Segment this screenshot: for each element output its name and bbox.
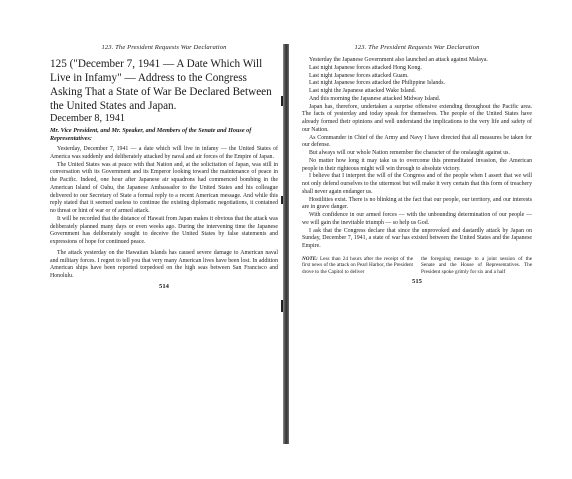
body-paragraph: Yesterday the Japanese Government also launched an attack against Malaya. (309, 57, 488, 63)
body-paragraph: It will be recorded that the distance of Hawaii from Japan makes it obvious that the attack was deliberately planned many days or even weeks ago. During the intervening time the Japanese Government has deliberately sought to deceive the United States by false statements and expressions of hope for continued peace. (50, 215, 278, 245)
body-paragraph: As Commander in Chief of the Army and Navy I have directed that all measures be taken for our defense. (302, 134, 532, 149)
body-paragraph: The attack yesterday on the Hawaiian Islands has caused severe damage to American naval and military forces. I regret to tell you that very many American lives have been lost. In addition American ships have been reported torpedoed on the high seas between San Francisco and Honolulu. (50, 249, 278, 279)
body-paragraph: I believe that I interpret the will of the Congress and of the people when I assert that we will not only defend ourselves to the uttermost but will make it very certain that this form of treachery shall never again endanger us. (302, 173, 532, 195)
note-text: the foregoing message to a joint session of the Senate and the House of Representatives. The President spoke grimly for six and a half (421, 255, 532, 275)
footnote-right-column (421, 256, 532, 276)
body-paragraph: With confidence in our armed forces — with the unbounding determination of our people — we will gain the inevitable triumph — so help us God. (302, 212, 532, 226)
list-line: And this morning the Japanese attacked Midway Island. (309, 95, 441, 102)
right-page (302, 44, 532, 285)
list-line: Last night Japanese forces attacked Guam. (309, 72, 409, 79)
body-paragraph: The United States was at peace with that Nation and, at the solicitation of Japan, was still in conversation with its Government and its Emperor looking toward the maintenance of peace in the Pacific. Indeed, one hour after Japanese air squadrons had commenced bombing in the American Island of Oahu, the Japanese Ambassador to the United States and his colleague delivered to our Secretary of State a formal reply to a recent American message. And while this reply stated that it seemed useless to continue the existing diplomatic negotiations, it contained no threat or hint of war or of armed attack. (50, 161, 278, 214)
body-paragraph: I ask that the Congress declare that since the unprovoked and dastardly attack by Japan on Sunday, December 7, 1941, a state of war has existed between the United States and the Japanese Empire. (302, 227, 532, 249)
page-number: 515 (412, 277, 422, 285)
footnote-left-column (302, 256, 413, 276)
running-head: 123. The President Requests War Declaration (101, 44, 227, 51)
gutter-mark (281, 300, 283, 312)
gutter-mark (281, 196, 283, 204)
document-title: 125 ("December 7, 1941 — A Date Which Will Live in Infamy" — Address to the Congress Asking That a State of War Be Declared Between the United States and Japan. (50, 58, 272, 112)
list-line: Last night the Japanese attacked Wake Island. (309, 88, 417, 94)
body-paragraph: No matter how long it may take us to overcome this premeditated invasion, the American people in their righteous might will win through to absolute victory. (302, 157, 532, 172)
left-page (50, 44, 278, 290)
body-paragraph: Hostilities exist. There is no blinking at the fact that our people, our territory, and our interests are in grave danger. (302, 196, 532, 211)
note-label: NOTE: (302, 255, 318, 262)
gutter-mark (281, 96, 283, 106)
note-text: Less than 24 hours after the receipt of the first news of the attack on Pearl Harbor, the President drove to the Capitol to deliver (302, 255, 414, 275)
book-gutter (283, 44, 289, 444)
list-line: Last night Japanese forces attacked the Philippine Islands. (309, 80, 445, 87)
body-paragraph: But always will our whole Nation remember the character of the onslaught against us. (309, 150, 510, 156)
page-number: 514 (159, 282, 169, 290)
document-date: December 8, 1941 (50, 113, 125, 124)
body-paragraph: Yesterday, December 7, 1941 — a date which will live in infamy — the United States of America was suddenly and deliberately attacked by naval and air forces of the Empire of Japan. (50, 146, 278, 160)
body-paragraph: Japan has, therefore, undertaken a surprise offensive extending throughout the Pacific area. The facts of yesterday and today speak for themselves. The people of the United States have already formed their opinions and well understand the implications to the very life and safety of our Nation. (302, 103, 532, 133)
list-line: Last night Japanese forces attacked Hong Kong. (309, 64, 422, 71)
running-head: 123. The President Requests War Declaration (354, 44, 480, 51)
footnote (302, 256, 532, 276)
salutation: Mr. Vice President, and Mr. Speaker, and Members of the Senate and House of Representatives: (50, 127, 252, 142)
